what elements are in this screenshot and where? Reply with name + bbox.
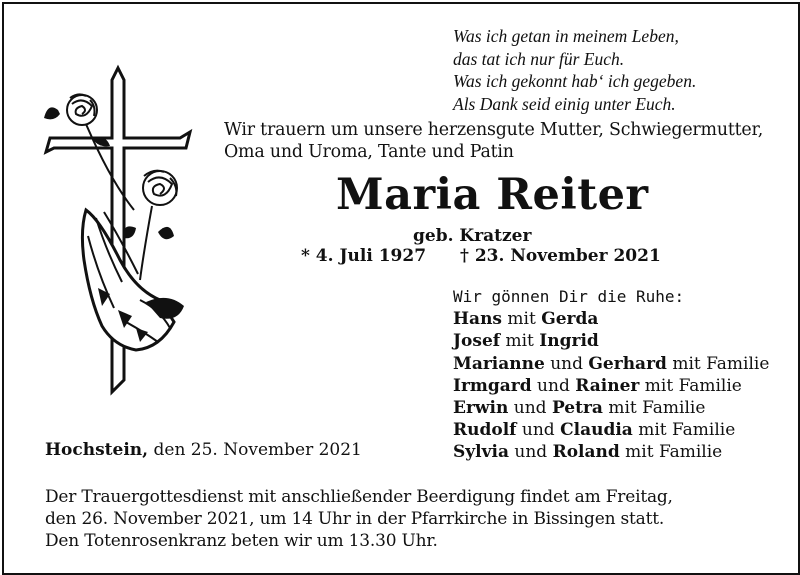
life-dates	[301, 246, 661, 266]
family-tail: mit Familie	[632, 420, 736, 441]
birth-date: * 4. Juli 1927	[301, 246, 427, 266]
poem	[453, 25, 696, 115]
family-name: Petra	[551, 398, 603, 419]
service-line: Der Trauergottesdienst mit anschließender Beerdigung findet am Freitag,	[45, 487, 673, 507]
family-list	[453, 286, 769, 464]
family-name: Roland	[552, 442, 620, 463]
service-line: Den Totenrosenkranz beten wir um 13.30 Uhr.	[45, 531, 438, 551]
place-town: Hochstein,	[45, 440, 149, 460]
family-name: Irmgard	[453, 375, 532, 396]
place-date	[45, 440, 362, 460]
family-joiner: und	[516, 420, 561, 441]
family-heading: Wir gönnen Dir die Ruhe:	[453, 287, 685, 306]
death-date: † 23. November 2021	[460, 246, 661, 266]
family-row	[453, 330, 769, 352]
family-joiner: mit	[500, 331, 540, 352]
poem-line: Was ich getan in meinem Leben,	[453, 26, 679, 46]
family-joiner: und	[508, 442, 553, 463]
family-joiner: mit	[502, 309, 542, 330]
family-tail: mit Familie	[639, 375, 742, 396]
family-name: Erwin	[453, 398, 509, 419]
family-row	[453, 441, 769, 463]
rose-top-icon	[44, 94, 134, 210]
family-name: Gerhard	[588, 353, 667, 374]
family-row	[453, 308, 769, 330]
family-name: Gerda	[541, 309, 599, 330]
family-row	[453, 397, 769, 419]
family-name: Marianne	[453, 353, 545, 374]
cross-roses-praying-hands-icon	[40, 60, 200, 400]
intro-line: Oma und Uroma, Tante und Patin	[224, 142, 514, 162]
family-row	[453, 375, 769, 397]
family-name: Claudia	[560, 420, 633, 441]
family-joiner: und	[508, 398, 552, 419]
poem-line: Was ich gekonnt hab‘ ich gegeben.	[453, 71, 697, 91]
poem-line: das tat ich nur für Euch.	[453, 48, 625, 69]
family-joiner: und	[531, 375, 576, 396]
family-tail: mit Familie	[619, 442, 723, 463]
place-date-text: den 25. November 2021	[148, 440, 362, 460]
family-tail: mit Familie	[602, 398, 706, 419]
service-info	[45, 486, 673, 552]
family-name: Rudolf	[453, 420, 517, 441]
mourning-intro	[224, 119, 763, 163]
family-name: Ingrid	[539, 331, 599, 352]
family-name: Hans	[453, 309, 503, 330]
family-joiner: und	[544, 353, 589, 374]
family-row	[453, 419, 769, 441]
service-line: den 26. November 2021, um 14 Uhr in der Pfarrkirche in Bissingen statt.	[45, 509, 665, 529]
deceased-name: Maria Reiter	[336, 170, 649, 220]
family-row	[453, 353, 769, 375]
poem-line: Als Dank seid einig unter Euch.	[453, 93, 676, 114]
family-name: Josef	[453, 331, 501, 352]
family-name: Rainer	[575, 375, 640, 396]
family-tail: mit Familie	[666, 353, 770, 374]
family-name: Sylvia	[453, 442, 509, 463]
birth-name: geb. Kratzer	[413, 226, 532, 246]
intro-line: Wir trauern um unsere herzensgute Mutter, Schwiegermutter,	[224, 120, 764, 140]
